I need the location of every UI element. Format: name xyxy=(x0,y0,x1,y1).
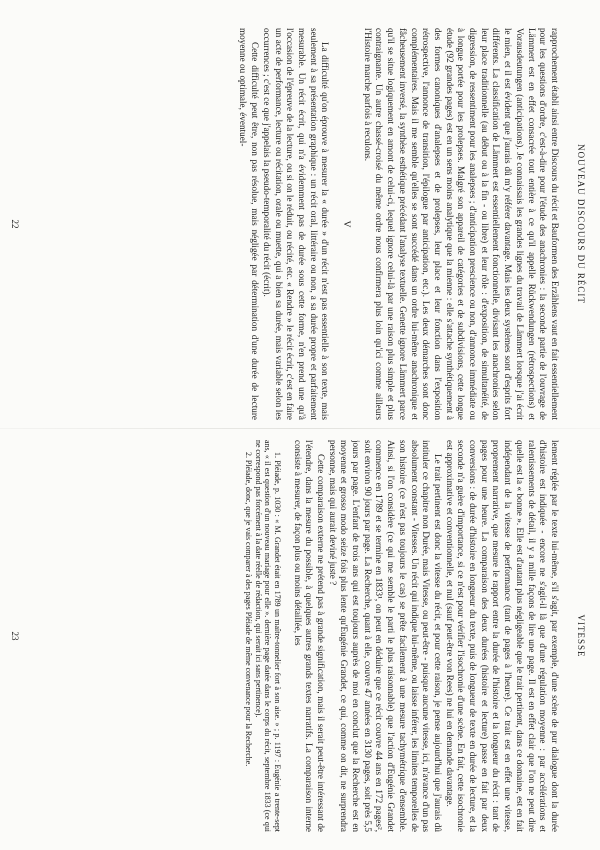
paragraph: lement réglée par le texte lui-même, s'il s'agit, par exemple, d'une scène de pur dialogue dont la durée d'histoire est indiquée - encore ne s'agit-il là que d'une régulation moyenne : par accélérations et ralentissements de détail, il y a mille façons de lire une page. Il est en effet clair que l'on ne peut dire quelle est la « bonne ». Elle est d'autant plus négligeable que le trait pertinent, dans ce domaine, est en fait indépendant de la vitesse de performance (tant de pages à l'heure). Ce trait est en effet une vitesse, proprement narrative, que mesure le rapport entre la durée de l'histoire et la longueur du récit : tant de pages pour une heure. La comparaison des deux durées (histoire et lecture) passe en fait par deux conversions : de durée d'histoire en longueur du texte, puis de longueur de texte en durée de lecture, et la seconde n'a guère d'importance, si ce n'est pour vérifier l'isochronie d'une scène. En fait, cette isochronie est approximative et conventionnelle, et nul (sauf peut-être von Rees) ne lui en demande davantage. xyxy=(444,440,560,832)
body-text xyxy=(32,28,560,420)
paragraph: rapprochement établi ainsi entre Discours du récit et Bauformen des Erzählens vaut en fait essentiellement pour les questions d'ordre, c'est-à-dire pour l'étude des anachronies : la seconde partie de l'ouvrage de Lämmert est en effet consacrée tout entière à ce qu'il appelle Rückwendungen (rétrospections) et Vorausdeutungen (anticipations). Je connaissais les grandes lignes du travail de Lämmert lorsque j'ai écrit le mien, et il est évident que j'aurais dû m'y référer davantage. Mais les deux systèmes sont d'esprits fort différents. La classification de Lämmert est essentiellement fonctionnelle, divisant les anachronies selon leur place traditionnelle (au début ou à la fin - ou libre) et leur rôle : d'exposition, de simultanéité, de digression, de ressentiment pour les analepses ; d'anticipation prescience ou non, d'annonce immédiate ou à longue portée pour les prolepses. Malgré son appareil de catégories et de subdivisions, cette longue étude (92 grandes pages) est en un sens moins analytique que la mienne : elle s'attache synthétiquement à des formes canoniques d'analepses et de prolepses, leur place et leur fonction dans l'exposition rétrospective, l'annonce de transition, l'épilogue par anticipation, etc.). Les deux démarches sont donc complémentaires. Mais il me semble qu'elles se sont succédé dans un ordre lui-même anachronique et fâcheusement inversé, la synthèse esthétique précédant l'analyse textuelle. Genette ignore Lämmert parce qu'il se situe logiquement en amont de celui-ci, lequel ignore celui-là par une raison plus simple et plus contraignante. Un autre chassé-croisé du même ordre nous confirmera plus loin qu'ici comme ailleurs l'Histoire marche parfois à reculons. xyxy=(362,28,560,420)
page-number: 23 xyxy=(10,631,20,641)
section-number: V xyxy=(341,220,352,228)
paragraph: Cette difficulté peut être, non pas résolue, mais négligée par détermination d'une durée de lecture moyenne ou optimale, éventuel- xyxy=(238,28,261,420)
body-text xyxy=(32,440,560,832)
left-page xyxy=(0,28,600,420)
right-page xyxy=(0,440,600,832)
footnote: 1. Pléiade, p. 1030 : « M. Grandet était en 1789 un maître-tonnelier fort à son aise. » ; p. 1197 : Eugénie a trente-sept ans, « il est question d'un nouveau mariage pour elle ». dernière page datée dans le corps du récit, septembre 1833 (ce qui ne correspond pas forcément à la date réelle de rédaction, qui serait ici sans pertinence). xyxy=(253,440,282,832)
paragraph: Cette comparaison externe ne prétend pas à grande signification, mais il serait peut-être intéressant de l'étendre, dans la mesure du possible, à quelques autres grands textes narratifs. La comparaison interne consiste à mesurer, de façon plus ou moins détaillée, les xyxy=(292,440,326,832)
running-head: NOUVEAU DISCOURS DU RÉCIT xyxy=(576,144,586,304)
paragraph: Le trait pertinent est donc la vitesse du récit, et pour cette raison, je pense aujourd'hui que j'aurais dû intituler ce chapitre non Durée, mais Vitesse, ou peut-être - puisque aucune vitesse, ici, n'avance d'un pas absolument constant - Vitesses. Un récit qui indique lui-même, ou laisse inférer, les limites temporelles de son histoire (ce n'est pas toujours le cas) se prête facilement à une mesure tachymétrique d'ensemble. Ainsi, si l'on considère (ce qui me semble le parti le plus raisonnable) que l'action d'Eugénie Grandet commence en 1789 et se termine en 1833¹, on peut en déduire que ce récit couvre 44 ans en 172 pages², soit environ 90 jours par page. La Recherche, quant à elle, couvre 47 années en 3130 pages, soit près 5,5 jours par page. L'enfant de trois ans qui est toujours auprès de moi en conclut que la Recherche est en moyenne et grosso modo seize fois plus lente qu'Eugénie Grandet, ce qui, comme on dit, ne surprendra personne, mais qui aurait deviné juste ? xyxy=(327,440,443,832)
gutter-divider xyxy=(0,428,600,429)
footnotes xyxy=(243,440,281,832)
paragraph: La difficulté qu'on éprouve à mesurer la « durée » d'un récit n'est pas essentielle à son texte, mais seulement à sa présentation graphique : un récit oral, littéraire ou non, a sa durée propre et parfaitement mesurable. Un récit écrit, qui n'a évidemment pas de durée sous cette forme, n'en prend une qu'à l'occasion de l'épreuve de la lecture, ou si on le réduit, ou récité, etc. « Rendre » le récit écrit, c'est en faire un acte de performance, lecture ou récitation, orale ou muette, qui a bien sa durée, mais variable selon les occurrences ; c'est ce que j'appelais la pseudo-temporalité du récit (écrit). xyxy=(261,28,331,420)
page-number: 22 xyxy=(10,219,20,229)
footnote: 2. Pléiade, donc, que je vais comparer à des pages Pléiade de même convenance pour la Recherche. xyxy=(244,452,254,767)
running-head: VITESSE xyxy=(576,614,586,658)
